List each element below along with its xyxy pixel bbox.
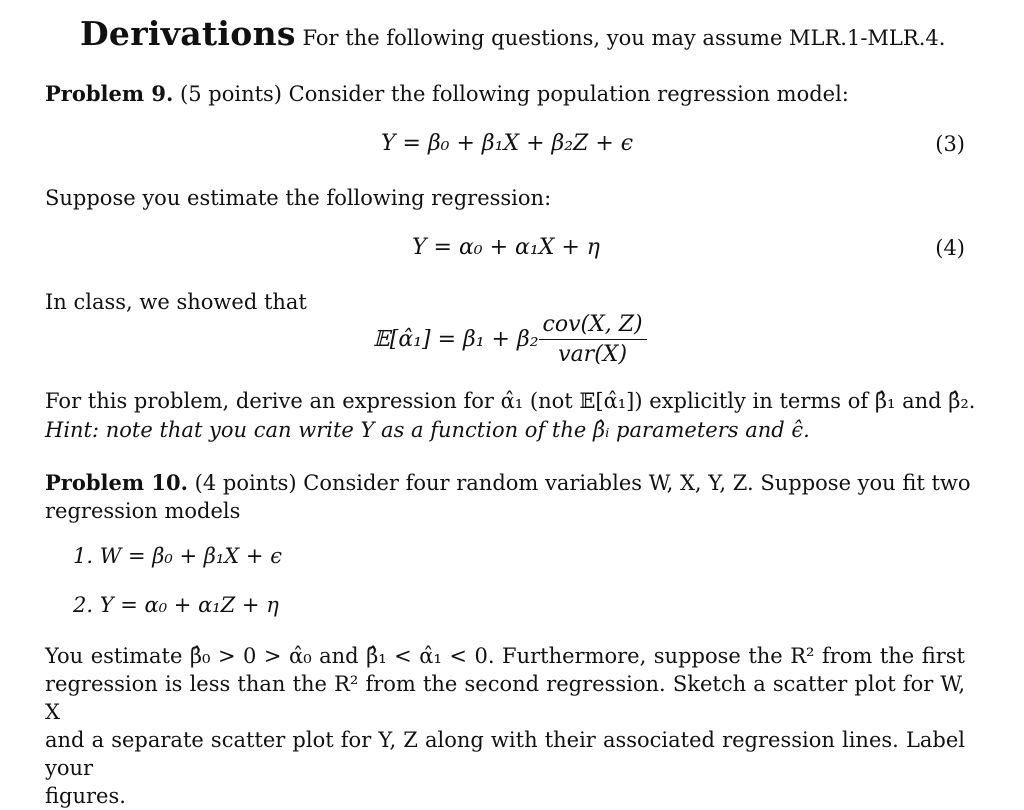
equation-4: Y = α₀ + α₁X + η xyxy=(412,235,600,260)
paragraph-line: You estimate β̂₀ > 0 > α̂₀ and β̂₁ < α̂₁ < 0. Furthermore, suppose the R² from the first xyxy=(45,644,965,668)
expectation-lhs: 𝔼[α̂₁] = β₁ + β₂ xyxy=(373,327,539,352)
hint-line: Hint: note that you can write Y as a function of the β̂ᵢ parameters and ϵ̂. xyxy=(45,418,810,442)
list-item: 1. W = β₀ + β₁X + ϵ xyxy=(73,544,282,568)
problem-10-intro-line-2: regression models xyxy=(45,499,241,523)
fraction-denominator: var(X) xyxy=(558,342,628,367)
in-class-text: In class, we showed that xyxy=(45,290,307,314)
list-item: 2. Y = α₀ + α₁Z + η xyxy=(73,593,279,617)
expectation-equation xyxy=(373,312,647,367)
problem-9-label: Problem 9. xyxy=(45,81,174,106)
problem-9-statement xyxy=(45,80,849,108)
problem-10-statement xyxy=(45,469,971,497)
equation-3: Y = β₀ + β₁X + β₂Z + ϵ xyxy=(381,131,634,156)
suppose-text: Suppose you estimate the following regression: xyxy=(45,186,552,210)
paragraph-line: regression is less than the R² from the second regression. Sketch a scatter plot for W, X xyxy=(45,672,965,724)
section-title: Derivations xyxy=(80,14,296,53)
covariance-fraction xyxy=(539,312,647,367)
page xyxy=(45,0,976,808)
fraction-numerator: cov(X, Z) xyxy=(539,312,647,340)
problem-9-intro: (5 points) Consider the following population regression model: xyxy=(180,82,849,106)
equation-3-number: (3) xyxy=(935,132,965,156)
section-heading xyxy=(80,14,946,53)
paragraph-line: figures. xyxy=(45,784,126,808)
problem-10-label: Problem 10. xyxy=(45,470,188,495)
equation-4-number: (4) xyxy=(935,236,965,260)
problem-10-intro: (4 points) Consider four random variables W, X, Y, Z. Suppose you fit two xyxy=(194,471,971,495)
section-subtitle: For the following questions, you may assume MLR.1-MLR.4. xyxy=(302,26,946,50)
paragraph-line: and a separate scatter plot for Y, Z along with their associated regression lines. Label your xyxy=(45,728,965,780)
task-line-1: For this problem, derive an expression for α̂₁ (not 𝔼[α̂₁]) explicitly in terms of β̂₁ and β̂₂. xyxy=(45,389,976,413)
problem-10-paragraph xyxy=(45,642,965,810)
